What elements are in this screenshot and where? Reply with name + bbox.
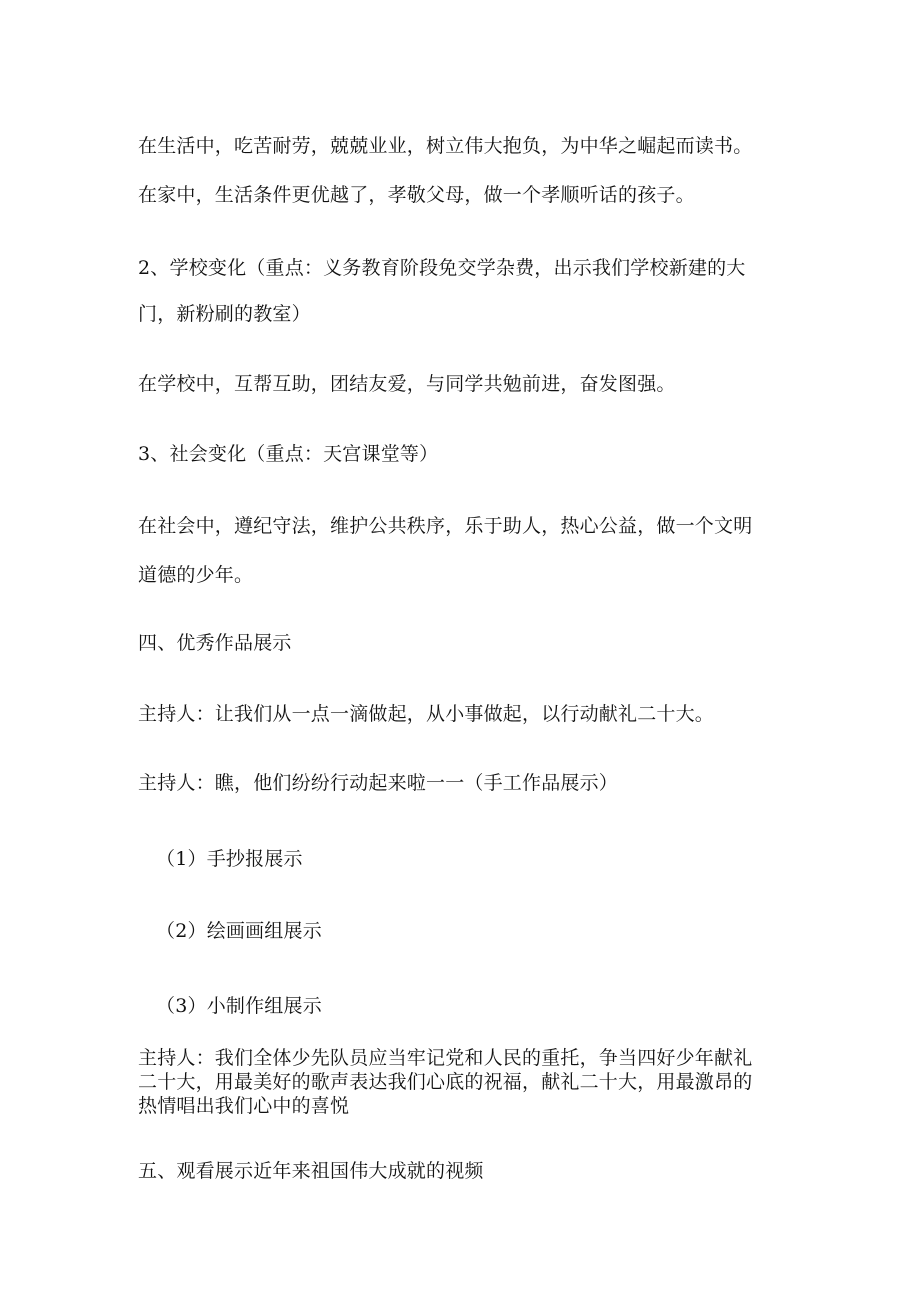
section-heading-video: 五、观看展示近年来祖国伟大成就的视频 [138, 1160, 484, 1182]
host-line-3-cont-1: 二十大，用最美好的歌声表达我们心底的祝福，献礼二十大，用最激昂的 [138, 1071, 753, 1093]
section-heading-works: 四、优秀作品展示 [138, 632, 292, 654]
paragraph-home: 在家中，生活条件更优越了，孝敬父母，做一个孝顺听话的孩子。 [138, 184, 695, 206]
list-item-3: （3）小制作组展示 [156, 995, 322, 1017]
host-line-2: 主持人：瞧，他们纷纷行动起来啦一一（手工作品展示） [138, 772, 619, 794]
host-line-3: 主持人：我们全体少先队员应当牢记党和人民的重托，争当四好少年献礼 [138, 1047, 753, 1069]
heading-society-change: 3、社会变化（重点：天宫课堂等） [138, 443, 439, 465]
host-line-3-cont-2: 热情唱出我们心中的喜悦 [138, 1095, 350, 1117]
heading-school-change-cont: 门，新粉刷的教室） [138, 303, 311, 325]
paragraph-school: 在学校中，互帮互助，团结友爱，与同学共勉前进，奋发图强。 [138, 373, 676, 395]
paragraph-society: 在社会中，遵纪守法，维护公共秩序，乐于助人，热心公益，做一个文明 [138, 515, 753, 537]
paragraph-society-cont: 道德的少年。 [138, 564, 254, 586]
host-line-1: 主持人：让我们从一点一滴做起，从小事做起，以行动献礼二十大。 [138, 703, 715, 725]
list-item-2: （2）绘画画组展示 [156, 920, 322, 942]
paragraph-life: 在生活中，吃苦耐劳，兢兢业业，树立伟大抱负，为中华之崛起而读书。 [138, 135, 753, 157]
list-item-1: （1）手抄报展示 [156, 848, 303, 870]
heading-school-change: 2、学校变化（重点：义务教育阶段免交学杂费，出示我们学校新建的大 [138, 257, 746, 279]
